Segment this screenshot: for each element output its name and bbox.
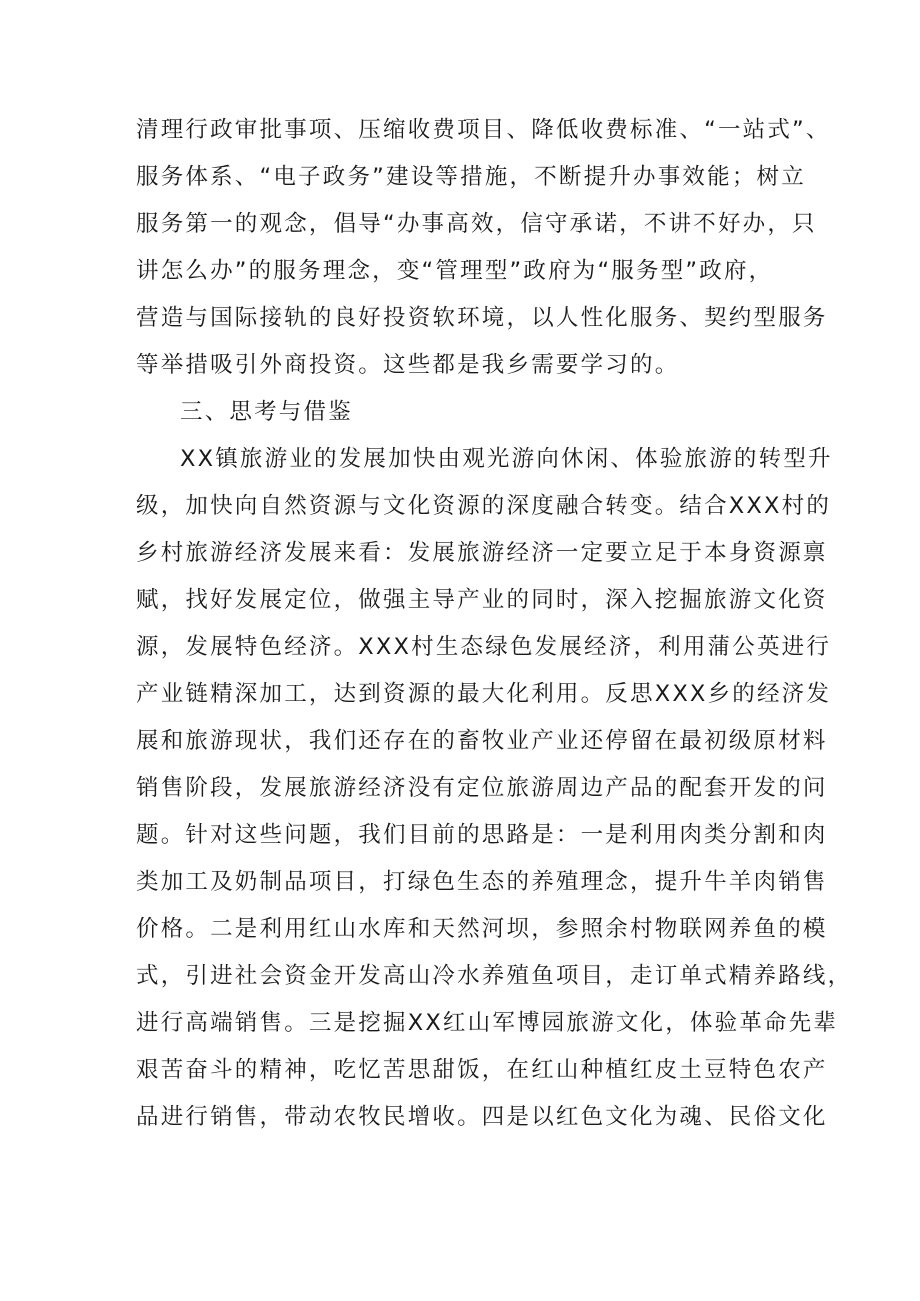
text-line: 产业链精深加工，达到资源的最大化利用。反思XXX乡的经济发 xyxy=(136,681,832,707)
text-line: 题。针对这些问题，我们目前的思路是：一是利用肉类分割和肉 xyxy=(136,822,828,848)
text-line: 清理行政审批事项、压缩收费项目、降低收费标准、“一站式”、 xyxy=(136,117,831,143)
text-line: 服务体系、“电子政务”建设等措施，不断提升办事效能；树立 xyxy=(136,164,806,190)
section-heading: 三、思考与借鉴 xyxy=(180,399,353,425)
text-line: 级，加快向自然资源与文化资源的深度融合转变。结合XXX村的 xyxy=(136,493,832,519)
text-line: 展和旅游现状，我们还存在的畜牧业产业还停留在最初级原材料 xyxy=(136,728,828,754)
text-line: 价格。二是利用红山水库和天然河坝，参照余村物联网养鱼的模 xyxy=(136,916,828,942)
text-line: 等举措吸引外商投资。这些都是我乡需要学习的。 xyxy=(136,352,680,378)
text-line: 艰苦奋斗的精神，吃忆苦思甜饭，在红山种植红皮土豆特色农产 xyxy=(136,1057,828,1083)
text-line: 类加工及奶制品项目，打绿色生态的养殖理念，提升牛羊肉销售 xyxy=(136,869,828,895)
text-line: 进行高端销售。三是挖掘XX红山军博园旅游文化，体验革命先辈 xyxy=(136,1010,839,1036)
text-line: 品进行销售，带动农牧民增收。四是以红色文化为魂、民俗文化 xyxy=(136,1104,828,1130)
text-line: 源，发展特色经济。XXX村生态绿色发展经济，利用蒲公英进行 xyxy=(136,634,832,660)
paragraph-first-line: XX镇旅游业的发展加快由观光游向休闲、体验旅游的转型升 xyxy=(180,446,833,472)
text-line: 销售阶段，发展旅游经济没有定位旅游周边产品的配套开发的问 xyxy=(136,775,828,801)
text-line: 服务第一的观念，倡导“办事高效，信守承诺，不讲不好办，只 xyxy=(136,211,817,237)
text-line: 乡村旅游经济发展来看：发展旅游经济一定要立足于本身资源禀 xyxy=(136,540,828,566)
text-line: 赋，找好发展定位，做强主导产业的同时，深入挖掘旅游文化资 xyxy=(136,587,828,613)
text-line: 式，引进社会资金开发高山冷水养殖鱼项目，走订单式精养路线， xyxy=(136,963,853,989)
text-line: 讲怎么办”的服务理念，变“管理型”政府为“服务型”政府， xyxy=(136,258,774,284)
text-line: 营造与国际接轨的良好投资软环境，以人性化服务、契约型服务 xyxy=(136,305,828,331)
